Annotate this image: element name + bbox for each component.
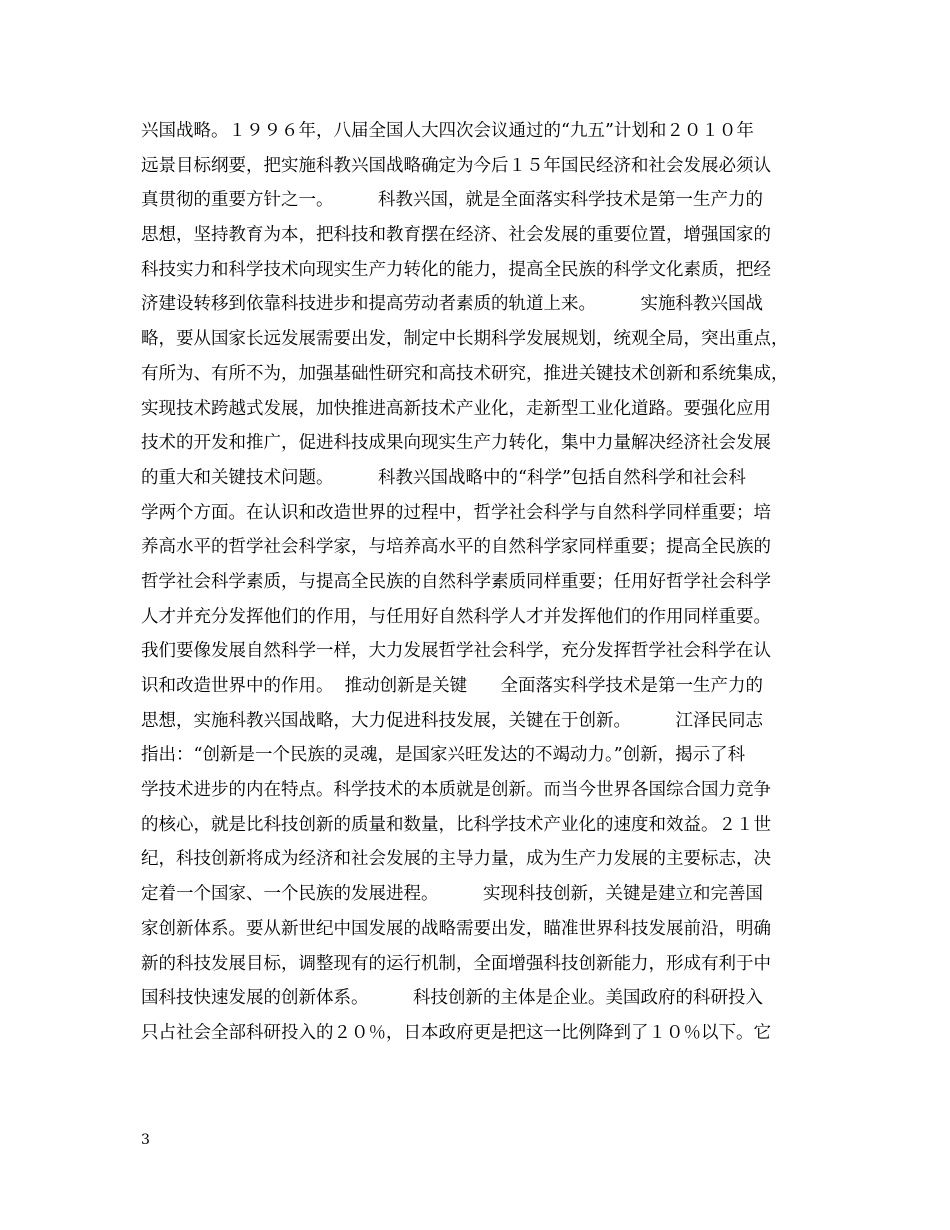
text-line: 家创新体系。要从新世纪中国发展的战略需要出发，瞄准世界科技发展前沿，明确 [141, 918, 771, 939]
body-text [141, 114, 821, 1051]
text-line: 思想，实施科教兴国战略，大力促进科技发展，关键在于创新。 江泽民同志 [141, 710, 763, 731]
text-line: 学两个方面。在认识和改造世界的过程中，哲学社会科学与自然科学同样重要；培 [141, 502, 771, 523]
text-line: 国科技快速发展的创新体系。 科技创新的主体是企业。美国政府的科研投入 [141, 988, 763, 1009]
text-line: 新的科技发展目标，调整现有的运行机制，全面增强科技创新能力，形成有利于中 [141, 953, 771, 974]
text-line: 养高水平的哲学社会科学家，与培养高水平的自然科学家同样重要；提高全民族的 [141, 537, 771, 558]
text-line: 纪，科技创新将成为经济和社会发展的主导力量，成为生产力发展的主要标志，决 [141, 849, 771, 870]
text-line: 哲学社会科学素质，与提高全民族的自然科学素质同样重要；任用好哲学社会科学 [141, 571, 771, 592]
text-line: 科技实力和科学技术向现实生产力转化的能力，提高全民族的科学文化素质，把经 [141, 259, 771, 280]
text-line: 我们要像发展自然科学一样，大力发展哲学社会科学，充分发挥哲学社会科学在认 [141, 641, 771, 662]
text-line: 学技术进步的内在特点。科学技术的本质就是创新。而当今世界各国综合国力竞争 [141, 780, 771, 801]
text-line: 济建设转移到依靠科技进步和提高劳动者素质的轨道上来。 实施科教兴国战 [141, 294, 763, 315]
text-line: 指出：“创新是一个民族的灵魂，是国家兴旺发达的不竭动力。”创新，揭示了科 [141, 745, 746, 766]
text-line: 实现技术跨越式发展，加快推进高新技术产业化，走新型工业化道路。要强化应用 [141, 398, 771, 419]
text-line: 的核心，就是比科技创新的质量和数量，比科学技术产业化的速度和效益。２１世 [141, 814, 771, 835]
text-line: 略，要从国家长远发展需要出发，制定中长期科学发展规划，统观全局，突出重点， [141, 329, 789, 350]
text-line: 定着一个国家、一个民族的发展进程。 实现科技创新，关键是建立和完善国 [141, 884, 763, 905]
text-line: 识和改造世界中的作用。 推动创新是关键 全面落实科学技术是第一生产力的 [141, 676, 763, 696]
text-line: 的重大和关键技术问题。 科教兴国战略中的“科学”包括自然科学和社会科 [141, 467, 746, 488]
text-line: 真贯彻的重要方针之一。 科教兴国，就是全面落实科学技术是第一生产力的 [141, 190, 763, 211]
text-line: 远景目标纲要，把实施科教兴国战略确定为今后１５年国民经济和社会发展必须认 [141, 155, 771, 176]
text-line: 技术的开发和推广，促进科技成果向现实生产力转化，集中力量解决经济社会发展 [141, 433, 771, 454]
text-line: 思想，坚持教育为本，把科技和教育摆在经济、社会发展的重要位置，增强国家的 [141, 225, 771, 246]
text-line: 兴国战略。１９９６年，八届全国人大四次会议通过的“九五”计划和２０１０年 [141, 121, 754, 141]
text-line: 只占社会全部科研投入的２０％，日本政府更是把这一比例降到了１０％以下。它 [141, 1022, 771, 1043]
text-line: 人才并充分发挥他们的作用，与任用好自然科学人才并发挥他们的作用同样重要。 [141, 606, 771, 627]
page-number: 3 [141, 1132, 150, 1148]
text-line: 有所为、有所不为，加强基础性研究和高技术研究，推进关键技术创新和系统集成， [141, 363, 789, 384]
